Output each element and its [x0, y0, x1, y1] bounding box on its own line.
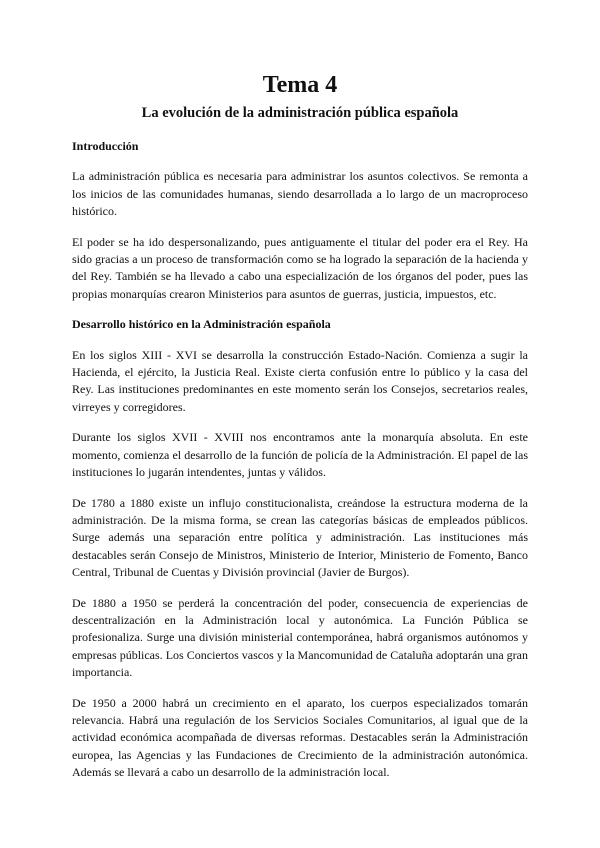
- section-heading-introduccion: Introducción: [72, 139, 139, 153]
- document-title: Tema 4: [262, 72, 338, 98]
- paragraph: De 1950 a 2000 habrá un crecimiento en el aparato, los cuerpos especializados tomarán relevancia. Habrá una regulación de los Servicios Sociales Comunitarios, al igual que de la actividad económica acompañada de diversas reformas. Destacables serán la Administración europea, las Agencias y las Fundaciones de Crecimiento de la administración autonómica. Además se llevará a cabo un desarrollo de la administración local.: [72, 695, 528, 780]
- paragraph: En los siglos XIII - XVI se desarrolla la construcción Estado-Nación. Comienza a sugir la Hacienda, el ejército, la Justicia Real. Existe cierta confusión entre lo público y la casa del Rey. Las instituciones predominantes en este momento serán los Consejos, secretarios reales, virreyes y corregidores.: [72, 347, 528, 414]
- paragraph: De 1880 a 1950 se perderá la concentración del poder, consecuencia de experiencias de descentralización en la Administración local y autonómica. La Función Pública se profesionaliza. Surge una división ministerial contemporánea, habrá organismos autónomos y empresas públicas. Los Conciertos vascos y la Mancomunidad de Cataluña adoptarán una gran importancia.: [72, 595, 528, 680]
- document-subtitle: La evolución de la administración pública española: [141, 105, 459, 121]
- paragraph: El poder se ha ido despersonalizando, pues antiguamente el titular del poder era el Rey. Ha sido gracias a un proceso de transformación como se ha logrado la separación de la hacienda y del Rey. También se ha llevado a cabo una especialización de los órganos del poder, pues las propias monarquías crearon Ministerios para asuntos de guerras, justicia, impuestos, etc.: [72, 234, 528, 301]
- paragraph: La administración pública es necesaria para administrar los asuntos colectivos. Se remonta a los inicios de las comunidades humanas, siendo desarrollada a lo largo de un macroproceso histórico.: [72, 169, 528, 219]
- document-page: [72, 70, 528, 782]
- paragraph: De 1780 a 1880 existe un influjo constitucionalista, creándose la estructura moderna de la administración. De la misma forma, se crean las categorías básicas de empleados públicos. Surge además una separación entre política y administración. Las instituciones más destacables serán Consejo de Ministros, Ministerio de Interior, Ministerio de Fomento, Banco Central, Tribunal de Cuentas y División provincial (Javier de Burgos).: [72, 495, 528, 580]
- paragraph: Durante los siglos XVII - XVIII nos encontramos ante la monarquía absoluta. En este momento, comienza el desarrollo de la función de policía de la Administración. El papel de las instituciones lo jugarán intendentes, juntas y válidos.: [72, 430, 528, 480]
- section-heading-desarrollo: Desarrollo histórico en la Administración española: [72, 317, 331, 332]
